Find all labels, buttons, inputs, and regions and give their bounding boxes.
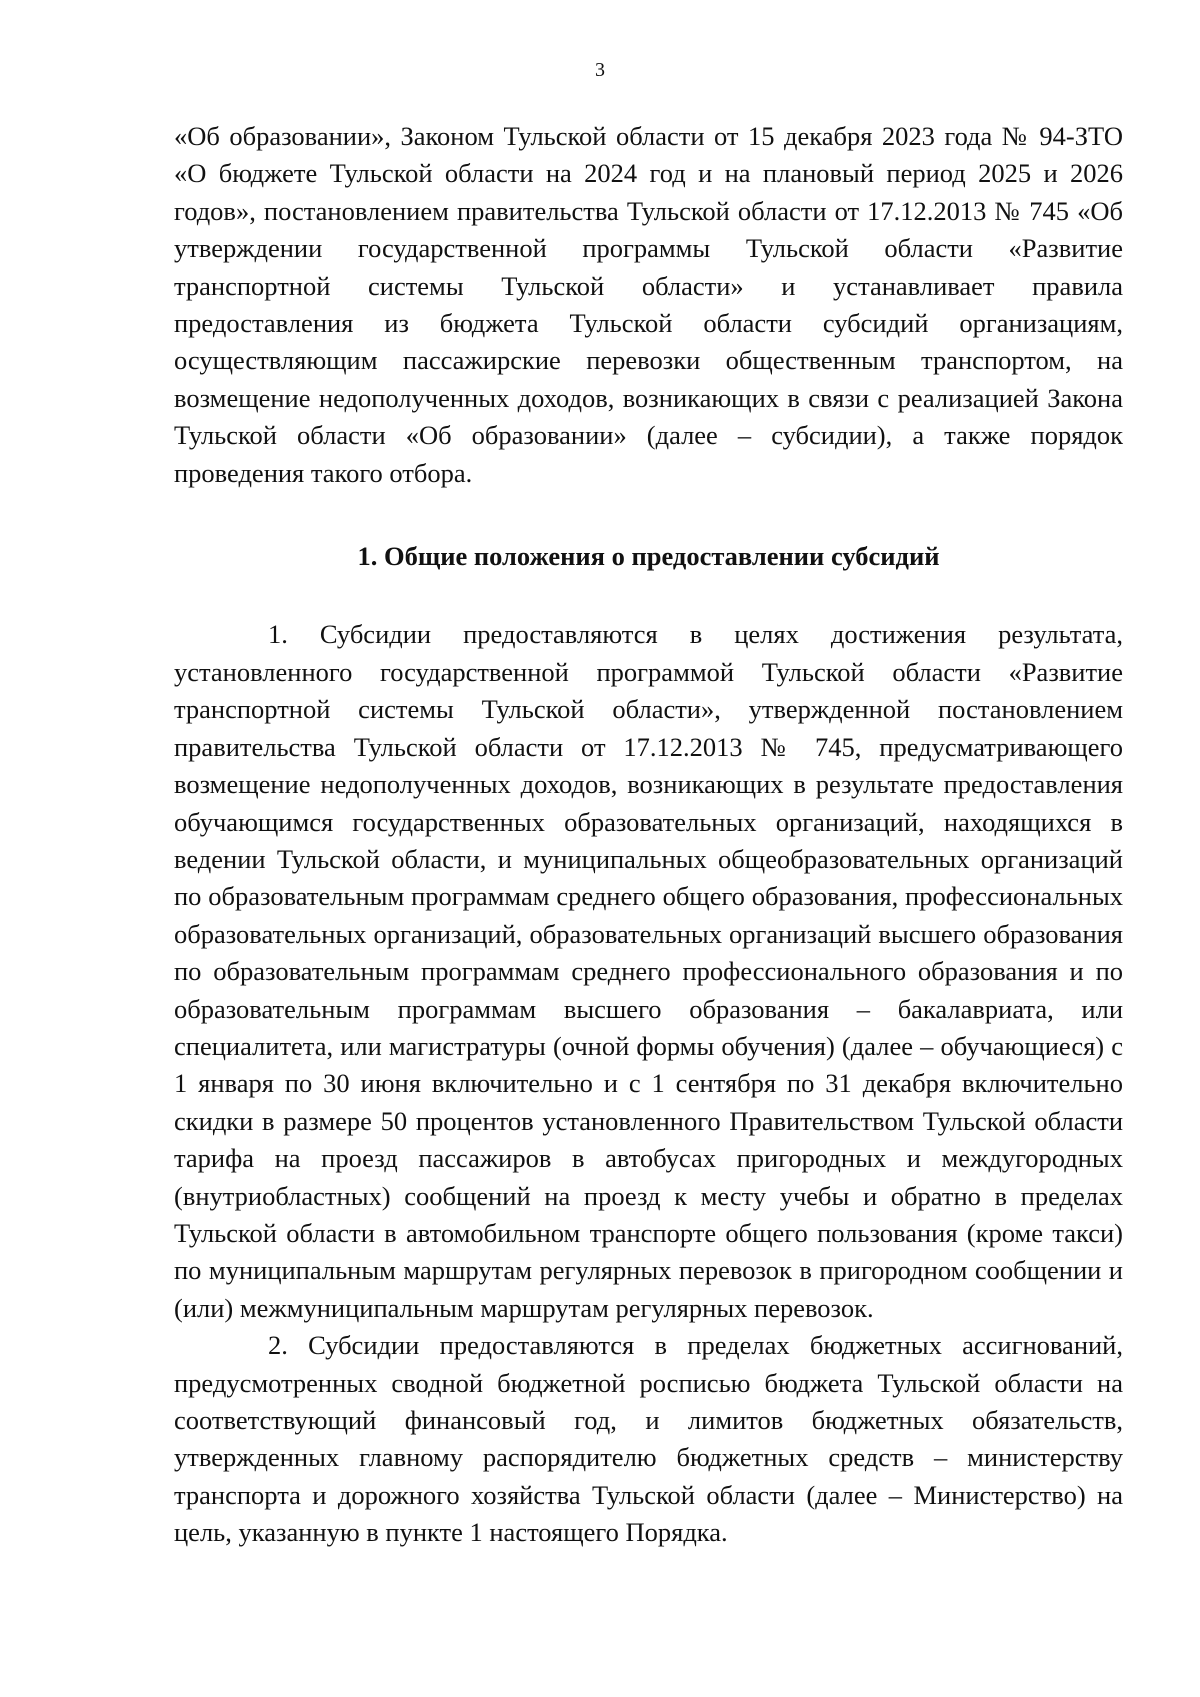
section-heading: 1. Общие положения о предоставлении субсидий [357,541,940,572]
document-body [174,118,1123,1552]
clause-2-paragraph: 2. Субсидии предоставляются в пределах бюджетных ассигнований, предусмотренных сводной бюджетной росписью бюджета Тульской области на соответствующий финансовый год, и лимитов бюджетных обязательств, утвержденных главному распорядителю бюджетных средств – министерству транспорта и дорожного хозяйства Тульской области (далее – Министерство) на цель, указанную в пункте 1 настоящего Порядка. [174,1330,1123,1548]
intro-paragraph: «Об образовании», Законом Тульской области от 15 декабря 2023 года № 94-ЗТО «О бюджете Тульской области на 2024 год и на плановый период 2025 и 2026 годов», постановлением правительства Тульской области от 17.12.2013 № 745 «Об утверждении государственной программы Тульской области «Развитие транспортной системы Тульской области» и устанавливает правила предоставления из бюджета Тульской области субсидий организациям, осуществляющим пассажирские перевозки общественным транспортом, на возмещение недополученных доходов, возникающих в связи с реализацией Закона Тульской области «Об образовании» (далее – субсидии), а также порядок проведения такого отбора. [174,121,1123,488]
clause-1-paragraph: 1. Субсидии предоставляются в целях достижения результата, установленного государственной программой Тульской области «Развитие транспортной системы Тульской области», утвержденной постановлением правительства Тульской области от 17.12.2013 № 745, предусматривающего возмещение недополученных доходов, возникающих в результате предоставления обучающимся государственных образовательных организаций, находящихся в ведении Тульской области, и муниципальных общеобразовательных организаций по образовательным программам среднего общего образования, профессиональных образовательных организаций, образовательных организаций высшего образования по образовательным программам среднего профессионального образования и по образовательным программам высшего образования – бакалавриата, или специалитета, или магистратуры (очной формы обучения) (далее – обучающиеся) с 1 января по 30 июня включительно и с 1 сентября по 31 декабря включительно скидки в размере 50 процентов установленного Правительством Тульской области тарифа на проезд пассажиров в автобусах пригородных и междугородных (внутриобластных) сообщений на проезд к месту учебы и обратно в пределах Тульской области в автомобильном транспорте общего пользования (кроме такси) по муниципальным маршрутам регулярных перевозок в пригородном сообщении и (или) межмуниципальным маршрутам регулярных перевозок. [174,619,1123,1323]
page-number: 3 [595,59,605,81]
